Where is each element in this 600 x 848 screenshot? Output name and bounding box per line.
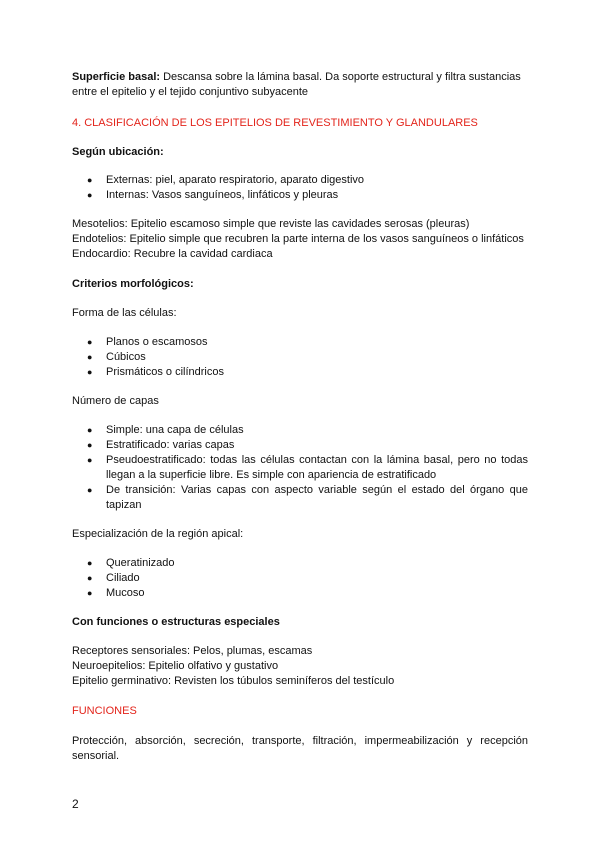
endotelios-text: Endotelios: Epitelio simple que recubren la parte interna de los vasos sanguíneos o linfáticos (72, 233, 524, 245)
document-page (72, 70, 528, 764)
basal-text: Descansa sobre la lámina basal. Da soporte estructural y filtra sustancias entre el epitelio y el tejido conjuntivo subyacente (72, 71, 521, 98)
germinativo-text: Epitelio germinativo: Revisten los túbulos seminíferos del testículo (72, 675, 395, 687)
list-item: ● Ciliado (72, 571, 528, 586)
apical-list (72, 556, 528, 601)
list-item: ● Mucoso (72, 586, 528, 601)
list-item: ● Queratinizado (72, 556, 528, 571)
section4-heading: 4. CLASIFICACIÓN DE LOS EPITELIOS DE REVESTIMIENTO Y GLANDULARES (72, 117, 478, 129)
receptores-text: Receptores sensoriales: Pelos, plumas, escamas (72, 645, 313, 657)
forma-list (72, 335, 528, 380)
capas-label: Número de capas (72, 395, 159, 407)
ubicacion-heading: Según ubicación: (72, 146, 164, 158)
mesotelios-text: Mesotelios: Epitelio escamoso simple que reviste las cavidades serosas (pleuras) (72, 218, 470, 230)
list-item: ● Estratificado: varias capas (72, 438, 528, 453)
list-item: ● Externas: piel, aparato respiratorio, aparato digestivo (72, 173, 528, 188)
list-item: ● Cúbicos (72, 350, 528, 365)
list-item: ● Simple: una capa de células (72, 423, 528, 438)
page-number: 2 (72, 797, 79, 811)
morfologicos-heading: Criterios morfológicos: (72, 278, 194, 290)
neuroepitelios-text: Neuroepitelios: Epitelio olfativo y gustativo (72, 660, 279, 672)
list-item: ● De transición: Varias capas con aspecto variable según el estado del órgano que tapizan (72, 483, 528, 513)
basal-label: Superficie basal: (72, 71, 161, 83)
list-item: ● Pseudoestratificado: todas las células contactan con la lámina basal, pero no todas llegan a la superficie libre. Es simple con apariencia de estratificado (72, 453, 528, 483)
list-item: ● Prismáticos o cilíndricos (72, 365, 528, 380)
especiales-heading: Con funciones o estructuras especiales (72, 616, 280, 628)
list-item: ● Internas: Vasos sanguíneos, linfáticos y pleuras (72, 188, 528, 203)
capas-list (72, 423, 528, 513)
apical-label: Especialización de la región apical: (72, 528, 244, 540)
funciones-text: Protección, absorción, secreción, transporte, filtración, impermeabilización y recepción sensorial. (72, 735, 528, 762)
funciones-heading: FUNCIONES (72, 705, 137, 717)
ubicacion-list (72, 173, 528, 203)
basal-paragraph (72, 70, 528, 100)
endocardio-text: Endocardio: Recubre la cavidad cardiaca (72, 248, 273, 260)
forma-label: Forma de las células: (72, 307, 177, 319)
list-item: ● Planos o escamosos (72, 335, 528, 350)
